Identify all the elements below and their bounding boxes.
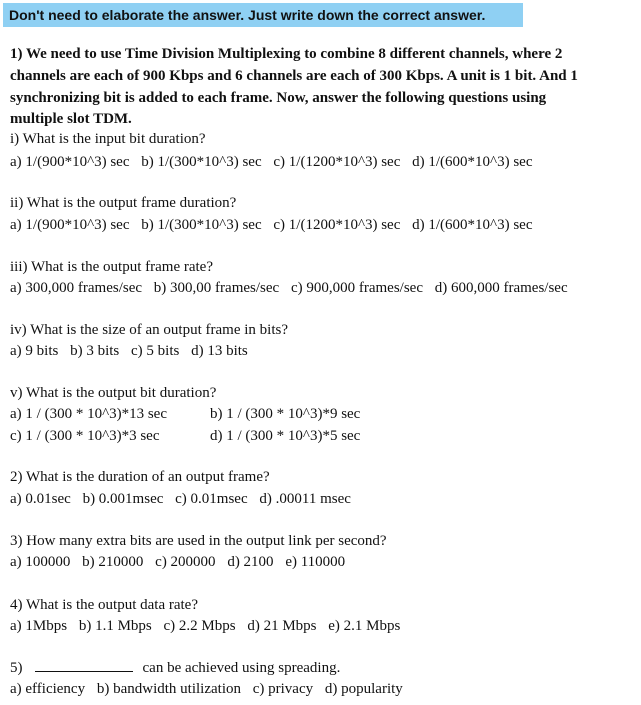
option[interactable]: b) 1/(300*10^3) sec xyxy=(141,154,262,170)
option[interactable]: c) 1/(1200*10^3) sec xyxy=(273,154,401,170)
option[interactable]: c) 5 bits xyxy=(131,343,180,359)
q5-question xyxy=(10,659,340,677)
option[interactable]: d) 1/(600*10^3) sec xyxy=(412,217,533,233)
q1-stem-line-2: channels are each of 900 Kbps and 6 channels are each of 300 Kbps. A unit is 1 bit. And 1 xyxy=(10,68,578,84)
option[interactable]: d) 1 / (300 * 10^3)*5 sec xyxy=(210,428,361,444)
q2-question: 2) What is the duration of an output frame? xyxy=(10,469,270,485)
option[interactable]: c) 1 / (300 * 10^3)*3 sec xyxy=(10,428,160,444)
q2-options xyxy=(10,490,351,508)
option[interactable]: d) popularity xyxy=(324,681,403,697)
q5-number: 5) xyxy=(10,660,23,676)
option[interactable]: d) 600,000 frames/sec xyxy=(434,280,568,296)
option[interactable]: c) 1/(1200*10^3) sec xyxy=(273,217,401,233)
option[interactable]: a) 100000 xyxy=(10,554,71,570)
option[interactable]: b) 0.001msec xyxy=(82,491,164,507)
option[interactable]: a) efficiency xyxy=(10,681,86,697)
option[interactable]: d) 1/(600*10^3) sec xyxy=(412,154,533,170)
option[interactable]: d) 21 Mbps xyxy=(247,618,317,634)
option[interactable]: d) .00011 msec xyxy=(259,491,351,507)
q1-part-iv-question: iv) What is the size of an output frame in bits? xyxy=(10,322,288,338)
option[interactable]: c) 200000 xyxy=(155,554,216,570)
q5-options xyxy=(10,680,403,698)
option[interactable]: e) 2.1 Mbps xyxy=(328,618,401,634)
option[interactable]: a) 1/(900*10^3) sec xyxy=(10,154,130,170)
option[interactable]: d) 13 bits xyxy=(191,343,248,359)
option[interactable]: b) 1.1 Mbps xyxy=(78,618,152,634)
q4-options xyxy=(10,617,400,635)
q1-part-iv-options xyxy=(10,342,248,360)
option[interactable]: b) 1 / (300 * 10^3)*9 sec xyxy=(210,406,361,422)
option[interactable]: a) 1/(900*10^3) sec xyxy=(10,217,130,233)
q1-part-i-options xyxy=(10,153,533,171)
option[interactable]: e) 110000 xyxy=(285,554,346,570)
q1-part-iii-options xyxy=(10,279,568,297)
q1-stem-line-1: 1) We need to use Time Division Multiplexing to combine 8 different channels, where 2 xyxy=(10,46,563,62)
q4-question: 4) What is the output data rate? xyxy=(10,597,198,613)
option[interactable]: a) 0.01sec xyxy=(10,491,71,507)
q3-options xyxy=(10,553,345,571)
q1-stem-line-3: synchronizing bit is added to each frame. Now, answer the following questions using xyxy=(10,90,547,106)
option[interactable]: b) 1/(300*10^3) sec xyxy=(141,217,262,233)
q1-part-ii-options xyxy=(10,216,533,234)
q1-part-iii-question: iii) What is the output frame rate? xyxy=(10,259,213,275)
q1-part-v-question: v) What is the output bit duration? xyxy=(10,385,217,401)
option[interactable]: c) 0.01msec xyxy=(175,491,248,507)
q1-part-i-question: i) What is the input bit duration? xyxy=(10,131,206,147)
option[interactable]: b) bandwidth utilization xyxy=(96,681,241,697)
option[interactable]: a) 300,000 frames/sec xyxy=(10,280,143,296)
option[interactable]: a) 1Mbps xyxy=(10,618,68,634)
option[interactable]: a) 1 / (300 * 10^3)*13 sec xyxy=(10,406,168,422)
q5-text: can be achieved using spreading. xyxy=(142,660,341,676)
answer-blank[interactable] xyxy=(35,659,133,672)
option[interactable]: b) 3 bits xyxy=(70,343,120,359)
option[interactable]: c) 2.2 Mbps xyxy=(163,618,236,634)
q3-question: 3) How many extra bits are used in the output link per second? xyxy=(10,533,387,549)
option[interactable]: a) 9 bits xyxy=(10,343,59,359)
option[interactable]: c) 900,000 frames/sec xyxy=(290,280,423,296)
option[interactable]: c) privacy xyxy=(252,681,314,697)
q1-stem-line-4: multiple slot TDM. xyxy=(10,111,132,127)
option[interactable]: b) 300,00 frames/sec xyxy=(153,280,280,296)
instruction-banner: Don't need to elaborate the answer. Just write down the correct answer. xyxy=(3,3,523,27)
option[interactable]: b) 210000 xyxy=(82,554,144,570)
q1-part-ii-question: ii) What is the output frame duration? xyxy=(10,195,237,211)
option[interactable]: d) 2100 xyxy=(227,554,274,570)
